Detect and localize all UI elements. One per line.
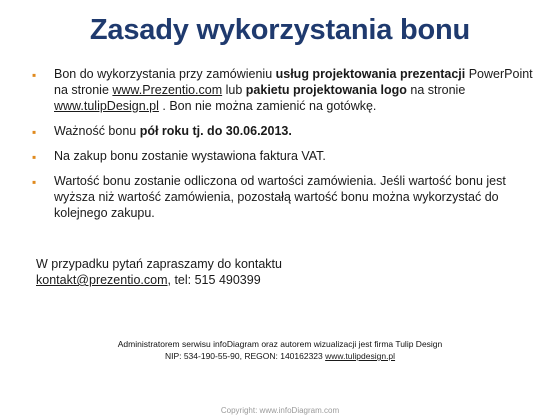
footer-link[interactable]: www.tulipdesign.pl	[325, 351, 396, 361]
phone-text: , tel: 515 490399	[167, 273, 261, 287]
bullet-icon: ▪	[32, 68, 37, 82]
contact-section	[36, 256, 516, 288]
footer-line1: Administratorem serwisu infoDiagram oraz autorem wizualizacji jest firma Tulip Design	[117, 339, 443, 349]
bold-text: pół roku tj. do 30.06.2013.	[139, 124, 292, 138]
text: Na zakup bonu zostanie wystawiona faktura VAT.	[54, 149, 326, 163]
bullet-icon: ▪	[32, 150, 37, 164]
text: Bon do wykorzystania przy zamówieniu	[54, 67, 276, 81]
tulipdesign-link[interactable]: www.tulipDesign.pl	[54, 99, 159, 113]
copyright: Copyright: www.infoDiagram.com	[220, 406, 340, 415]
text: PowerPoint na stronie	[54, 67, 533, 97]
page-title: Zasady wykorzystania bonu	[89, 14, 471, 46]
bold-text: pakietu projektowania logo	[245, 83, 407, 97]
text: Ważność bonu	[54, 124, 140, 138]
bullet-icon: ▪	[32, 125, 37, 139]
prezentio-link[interactable]: www.Prezentio.com	[112, 83, 223, 97]
list-item	[30, 66, 540, 114]
list-item	[30, 148, 540, 164]
bold-text: usług projektowania prezentacji	[275, 67, 466, 81]
list-item	[30, 173, 540, 221]
text: Wartość bonu zostanie odliczona od wartości zamówienia. Jeśli wartość bonu jest wyższa niż wartość zamówienia, pozostałą wartość bonu można wykorzystać do kolejnego zakupu.	[54, 174, 506, 220]
text: na stronie	[406, 83, 466, 97]
email-link[interactable]: kontakt@prezentio.com	[36, 273, 168, 287]
bullet-icon: ▪	[32, 175, 37, 189]
text: . Bon nie można zamienić na gotówkę.	[158, 99, 377, 113]
text: lub	[222, 83, 246, 97]
list-item	[30, 123, 540, 139]
footer-line2: NIP: 534-190-55-90, REGON: 140162323	[164, 351, 326, 361]
contact-intro: W przypadku pytań zapraszamy do kontaktu	[36, 257, 282, 271]
footer-note	[0, 338, 560, 362]
rules-list	[30, 66, 540, 230]
